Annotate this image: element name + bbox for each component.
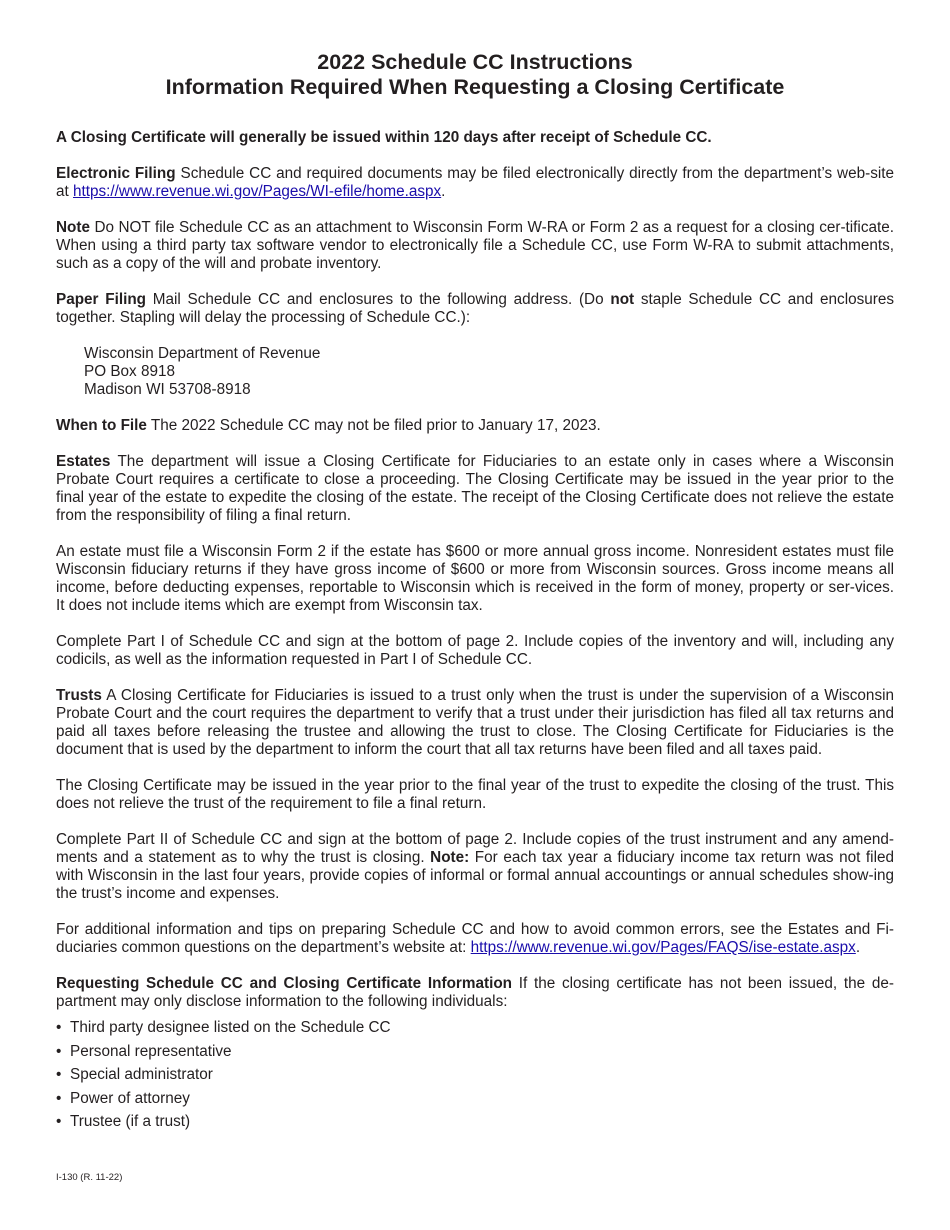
requesting-text: If the closing certificate has not been issued, the de-partment may only disclose information to the following individuals: (56, 975, 894, 1010)
estate-part1-paragraph: Complete Part I of Schedule CC and sign at the bottom of page 2. Include copies of the inventory and will, including any codicils, as well as the information requested in Part I of Schedule CC. (56, 633, 894, 668)
electronic-filing-paragraph (56, 165, 894, 201)
title-line-1: 2022 Schedule CC Instructions (317, 50, 633, 74)
trusts-text: A Closing Certificate for Fiduciaries is issued to a trust only when the trust is under the supervision of a Wisconsin Probate Court and the court requires the department to verify that a trust under their jurisdiction has filed all tax returns and paid all taxes before releasing the trustee and allowing the trust to close. The Closing Certificate for Fiduciaries is the document that is used by the department to inform the court that all tax returns have been filed and all taxes paid. (56, 687, 894, 758)
electronic-filing-text: Schedule CC and required documents may be filed electronically directly from the department’s web-site at (56, 165, 895, 200)
trusts-heading: Trusts (56, 687, 102, 704)
page-title (56, 50, 894, 100)
trust-part2-text-1: Complete Part II of Schedule CC and sign at the bottom of page 2. Include copies of the trust instrument and any amend-ments and a statement as to why the trust is closing. (56, 831, 894, 866)
note-paragraph (56, 219, 894, 273)
trusts-paragraph (56, 687, 894, 759)
estates-heading: Estates (56, 453, 111, 470)
trust-part2-paragraph (56, 831, 894, 903)
list-item-text: Power of attorney (70, 1089, 190, 1107)
trust-part2-text-2: For each tax year a fiduciary income tax return was not filed with Wisconsin in the last four years, provide copies of informal or formal annual accountings or annual schedules show-ing the trust’s income and expenses. (56, 849, 894, 902)
bullet-icon: • (56, 1019, 62, 1036)
additional-info-end: . (855, 939, 861, 956)
when-to-file-heading: When to File (56, 417, 147, 434)
electronic-filing-end: . (441, 183, 446, 200)
list-item-text: Personal representative (70, 1042, 232, 1060)
list-item (56, 1043, 894, 1061)
trust-prior-year-paragraph: The Closing Certificate may be issued in the year prior to the final year of the trust to expedite the closing of the trust. This does not relieve the trust of the requirement to file a final return. (56, 777, 894, 812)
bullet-icon: • (56, 1113, 62, 1130)
when-to-file-text: The 2022 Schedule CC may not be filed prior to January 17, 2023. (146, 417, 601, 434)
note-text: Do NOT file Schedule CC as an attachment to Wisconsin Form W-RA or Form 2 as a request for a closing cer-tificate. When using a third party tax software vendor to electronically file a Schedule CC, use Form W-RA to submit attachments, such as a copy of the will and probate inventory. (56, 219, 894, 272)
additional-info-text: For additional information and tips on preparing Schedule CC and how to avoid common errors, see the Estates and Fi-duciaries common questions on the department’s website at: (56, 921, 894, 956)
paper-filing-text-2: staple Schedule CC and enclosures together. Stapling will delay the processing of Schedule CC.): (56, 291, 895, 326)
bullet-icon: • (56, 1066, 62, 1083)
paper-filing-paragraph (56, 291, 894, 327)
requesting-heading: Requesting Schedule CC and Closing Certificate Information (56, 975, 513, 992)
paper-filing-not: not (610, 291, 635, 308)
list-item-text: Special administrator (70, 1066, 213, 1083)
address-line-3: Madison WI 53708-8918 (84, 381, 251, 398)
individuals-list (56, 1019, 894, 1131)
list-item-text: Trustee (if a trust) (70, 1113, 191, 1130)
faq-link[interactable]: https://www.revenue.wi.gov/Pages/FAQS/ise-estate.aspx (470, 939, 856, 956)
trust-part2-note: Note: (430, 849, 470, 866)
estate-form2-paragraph: An estate must file a Wisconsin Form 2 if the estate has $600 or more annual gross income. Nonresident estates must file Wisconsin fiduciary returns if they have gross income of $600 or more from Wisconsin sources. Gross income means all income, before deducting expenses, reportable to Wisconsin which is received in the form of money, property or ser-vices. It does not include items which are exempt from Wisconsin tax. (56, 543, 894, 614)
list-item-text: Third party designee listed on the Schedule CC (70, 1019, 391, 1036)
mailing-address (56, 345, 894, 399)
document-page (56, 50, 894, 1137)
efile-link[interactable]: https://www.revenue.wi.gov/Pages/WI-efile/home.aspx (73, 183, 442, 200)
electronic-filing-heading: Electronic Filing (56, 165, 176, 182)
additional-info-paragraph (56, 921, 894, 957)
list-item (56, 1066, 894, 1084)
list-item (56, 1019, 894, 1037)
list-item (56, 1113, 894, 1131)
title-line-2: Information Required When Requesting a Closing Certificate (165, 75, 785, 99)
bullet-icon: • (56, 1042, 62, 1060)
note-heading: Note (56, 219, 90, 236)
form-footer-code: I-130 (R. 11-22) (56, 1172, 123, 1183)
when-to-file-paragraph (56, 417, 894, 435)
address-line-2: PO Box 8918 (84, 363, 175, 380)
estates-paragraph (56, 453, 894, 525)
paper-filing-text-1: Mail Schedule CC and enclosures to the following address. (Do (146, 291, 611, 308)
list-item (56, 1090, 894, 1108)
requesting-paragraph (56, 975, 894, 1011)
intro-statement: A Closing Certificate will generally be issued within 120 days after receipt of Schedule CC. (56, 129, 712, 146)
estates-text: The department will issue a Closing Certificate for Fiduciaries to an estate only in cases where a Wisconsin Probate Court requires a certificate to close a proceeding. The Closing Certificate may be issued in the year prior to the final year of the estate to expedite the closing of the estate. The receipt of the Closing Certificate does not relieve the estate from the responsibility of filing a final return. (56, 453, 894, 524)
paper-filing-heading: Paper Filing (56, 291, 147, 308)
bullet-icon: • (56, 1089, 62, 1107)
address-line-1: Wisconsin Department of Revenue (84, 345, 321, 362)
